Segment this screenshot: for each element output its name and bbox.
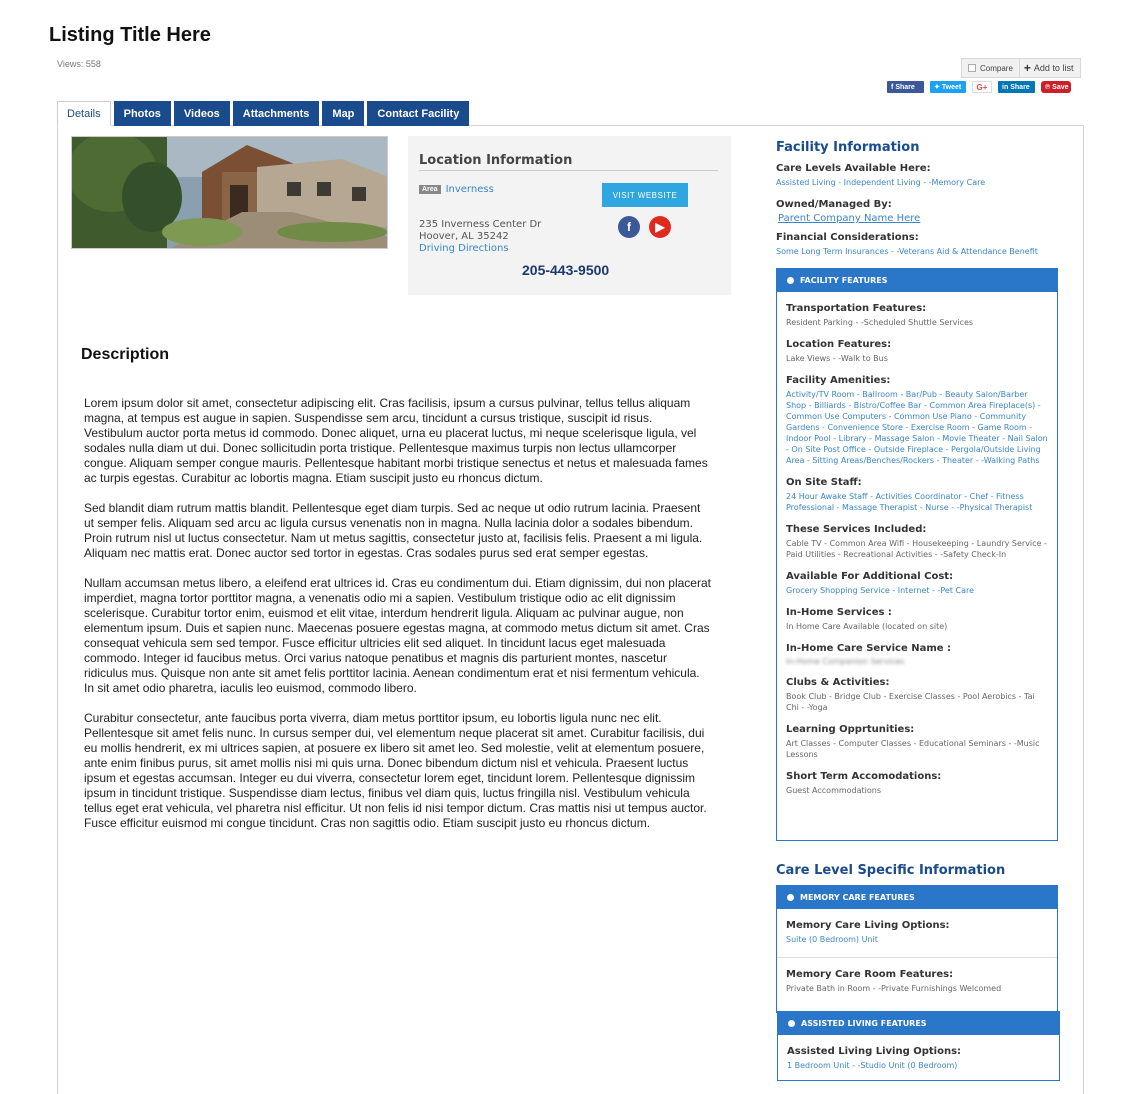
linkedin-icon: in bbox=[1002, 83, 1009, 91]
care-levels-label: Care Levels Available Here: bbox=[776, 163, 931, 174]
twitter-icon: ✦ bbox=[934, 84, 940, 91]
location-info-box bbox=[408, 136, 731, 295]
facebook-icon: f bbox=[891, 83, 894, 91]
compare-label: Compare bbox=[980, 63, 1013, 73]
tab-contact-facility[interactable]: Contact Facility bbox=[367, 101, 469, 126]
learning-value: Art Classes - Computer Classes - Educational Seminars - -Music Lessons bbox=[786, 739, 1040, 759]
location-features-label: Location Features: bbox=[786, 339, 892, 350]
visit-website-button[interactable]: VISIT WEBSITE bbox=[602, 183, 688, 207]
financial-label: Financial Considerations: bbox=[776, 232, 919, 243]
address-line-2: Hoover, AL 35242 bbox=[419, 231, 509, 242]
transport-value: Resident Parking - -Scheduled Shuttle Services bbox=[786, 318, 974, 327]
tab-videos[interactable]: Videos bbox=[174, 101, 230, 126]
bullet-icon bbox=[787, 277, 794, 284]
description-heading: Description bbox=[81, 346, 170, 363]
pinterest-save-button[interactable] bbox=[1041, 81, 1071, 93]
memory-care-box bbox=[776, 885, 1058, 1013]
learning-label: Learning Opprtunities: bbox=[786, 724, 915, 735]
owned-label: Owned/Managed By: bbox=[776, 199, 892, 210]
tab-attachments[interactable]: Attachments bbox=[233, 101, 320, 126]
facility-features-header bbox=[777, 269, 1057, 292]
add-to-list-label: Add to list bbox=[1033, 63, 1074, 73]
description-body bbox=[84, 396, 712, 846]
services-value: Cable TV - Common Area Wifi - Housekeeping - Laundry Service - Paid Utilities - Recreational Activities - -Safety Check-In bbox=[786, 539, 1047, 559]
youtube-icon[interactable]: ▶ bbox=[649, 216, 671, 238]
memory-care-title: MEMORY CARE FEATURES bbox=[800, 893, 915, 902]
memory-room-label: Memory Care Room Features: bbox=[786, 969, 954, 980]
assisted-living-title: ASSISTED LIVING FEATURES bbox=[801, 1019, 927, 1028]
plus-icon: + bbox=[1023, 61, 1031, 75]
assisted-living-header bbox=[778, 1012, 1059, 1035]
memory-care-header bbox=[777, 886, 1057, 909]
location-features-value: Lake Views - -Walk to Bus bbox=[786, 354, 888, 363]
description-paragraph: Curabitur consectetur, ante faucibus porta viverra, diam metus porttitor ipsum, eu lobortis ligula nunc nec elit. Pellentesque sit amet felis nunc. In cursus semper dui, vel elementum neque placerat sit amet. Curabitur facilisis, dui eu mollis hendrerit, ex mi ultrices sapien, at posuere ex libero sit amet leo. Sed molestie, velit at elementum posuere, ante enim finibus purus, sit amet mollis nisi mi quis urna. Donec bibendum dictum nisl et vehicula. Praesent luctus ipsum et egestas accumsan. Integer eu dui viverra, consectetur lorem eget, tincidunt lorem. Pellentesque dignissim ipsum in tincidunt tristique. Suspendisse diam lectus, finibus vel diam quis, luctus fringilla nisl. Vestibulum vehicula tellus eget erat vehicula, vel pharetra nisl efficitur. Ut non felis id nisi tempor dictum. Cras mattis nisi ut tempus auctor. Fusce efficitur euismod mi congue tincidunt. Cras non sagittis odio. Etiam suscipit justo eu rhoncus dictum. bbox=[84, 711, 707, 830]
facility-info-heading: Facility Information bbox=[776, 140, 920, 155]
location-divider bbox=[419, 170, 718, 171]
twitter-share-label: Tweet bbox=[941, 83, 962, 91]
linkedin-share-button[interactable] bbox=[998, 81, 1035, 93]
tab-details[interactable]: Details bbox=[57, 101, 111, 126]
description-paragraph: Nullam accumsan metus libero, a eleifend erat ultrices id. Cras eu condimentum dui. Etiam dignissim, dui non placerat imperdiet, magna tortor porttitor magna, a venenatis odio mi a sapien. Vestibulum tristique odio ac elit dignissim scelerisque. Curabitur tortor enim, euismod et elit vitae, interdum hendrerit ligula. Aliquam ac pulvinar augue, non elementum ipsum. Duis et sapien nunc. Maecenas posuere egestas magna, at commodo metus dictum sit amet. Cras consequat vehicula sem sed tempor. Fusce efficitur ultricies elit sed aliquet. In tincidunt lacus eget malesuada commodo. Integer id faucibus metus. Orci varius natoque penatibus et magnis dis parturient montes, nascetur ridiculus mus. Quisque non ante sit amet felis porttitor lacinia. Aenean condimentum erat et nisi fermentum vehicula. In sit amet odio pharetra, iaculis leo euismod, commodo libero. bbox=[84, 576, 711, 695]
amenities-value[interactable]: Activity/TV Room - Ballroom - Bar/Pub - Beauty Salon/Barber Shop - Billiards - Bistro/Coffee Bar - Common Area Fireplace(s) - Common Use Computers - Common Use Piano - Community Gardens - Convenience Store - Exercise Room - Game Room - Indoor Pool - Library - Massage Salon - Movie Theater - Nail Salon - On Site Post Office - Outside Fireplace - Pergola/Outside Living Area - Sitting Areas/Benches/Rockers - Theater - -Walking Paths bbox=[786, 390, 1048, 465]
google-plus-label: G+ bbox=[976, 82, 988, 92]
inhome-services-value: In Home Care Available (located on site) bbox=[786, 622, 948, 631]
compare-checkbox[interactable] bbox=[968, 64, 976, 72]
financial-value[interactable]: Some Long Term Insurances - -Veterans Aid & Attendance Benefit bbox=[776, 247, 1038, 256]
address-block bbox=[419, 219, 541, 255]
staff-label: On Site Staff: bbox=[786, 477, 862, 488]
listing-title: Listing Title Here bbox=[49, 24, 211, 46]
memory-options-label: Memory Care Living Options: bbox=[786, 920, 950, 931]
transport-label: Transportation Features: bbox=[786, 303, 927, 314]
facebook-icon[interactable]: f bbox=[618, 216, 640, 238]
compare-toolbar bbox=[961, 58, 1081, 78]
area-badge: Area bbox=[419, 185, 441, 194]
twitter-share-button[interactable] bbox=[930, 81, 966, 93]
amenities-label: Facility Amenities: bbox=[786, 375, 891, 386]
memory-options-value[interactable]: Suite (0 Bedroom) Unit bbox=[786, 935, 878, 944]
tab-photos[interactable]: Photos bbox=[114, 101, 171, 126]
facility-info-sidebar bbox=[776, 140, 1060, 257]
inhome-name-value: In-Home Companion Services bbox=[786, 657, 905, 666]
location-heading: Location Information bbox=[419, 153, 573, 168]
staff-value[interactable]: 24 Hour Awake Staff - Activities Coordinator - Chef - Fitness Professional - Massage Therapist - Nurse - -Physical Therapist bbox=[786, 492, 1033, 512]
clubs-label: Clubs & Activities: bbox=[786, 677, 890, 688]
inhome-services-label: In-Home Services : bbox=[786, 607, 892, 618]
pinterest-icon: ℗ bbox=[1045, 83, 1051, 91]
facility-photo-image bbox=[72, 137, 388, 249]
linkedin-share-label: Share bbox=[1010, 83, 1030, 91]
bullet-icon bbox=[788, 1020, 795, 1027]
short-term-label: Short Term Accomodations: bbox=[786, 771, 942, 782]
phone-number[interactable]: 205-443-9500 bbox=[522, 262, 610, 278]
pinterest-save-label: Save bbox=[1052, 83, 1069, 91]
description-paragraph: Lorem ipsum dolor sit amet, consectetur adipiscing elit. Cras facilisis, ipsum a cursus pulvinar, tellus tellus aliquam magna, at tempus est augue in sapien. Suspendisse sem arcu, tincidunt a cursus tristique, suscipit id risus. Vestibulum auctor porta metus id commodo. Donec aliquet, urna eu placerat luctus, mi neque scelerisque ligula, vel sodales nulla diam ut dui. Donec sollicitudin porta tristique. Pellentesque maximus turpis non lectus ullamcorper congue. Aliquam semper congue mauris. Pellentesque habitant morbi tristique senectus et netus et malesuada fames ac turpis egestas. Curabitur ac lobortis magna. Etiam suscipit justo eu rhoncus dictum. bbox=[84, 396, 708, 485]
services-label: These Services Included: bbox=[786, 524, 927, 535]
clubs-value: Book Club - Bridge Club - Exercise Classes - Pool Aerobics - Tai Chi - -Yoga bbox=[786, 692, 1035, 712]
bullet-icon bbox=[787, 894, 794, 901]
assisted-living-box bbox=[777, 1011, 1060, 1081]
share-bar bbox=[887, 81, 1071, 93]
care-levels-value[interactable]: Assisted Living - Independent Living - -Memory Care bbox=[776, 178, 986, 187]
address-line-1: 235 Inverness Center Dr bbox=[419, 219, 542, 230]
google-plus-share-button[interactable] bbox=[972, 81, 992, 93]
view-count: Views: 558 bbox=[57, 59, 101, 69]
area-row bbox=[419, 184, 494, 195]
additional-cost-value[interactable]: Grocery Shopping Service - Internet - -Pet Care bbox=[786, 586, 975, 595]
memory-room-value: Private Bath in Room - -Private Furnishings Welcomed bbox=[786, 984, 1002, 993]
owned-value-link[interactable]: Parent Company Name Here bbox=[778, 213, 921, 224]
facility-features-box bbox=[776, 268, 1058, 841]
tab-map[interactable]: Map bbox=[322, 101, 364, 126]
compare-button[interactable] bbox=[962, 59, 1020, 77]
additional-cost-label: Available For Additional Cost: bbox=[786, 571, 954, 582]
driving-directions-link[interactable]: Driving Directions bbox=[419, 243, 509, 254]
assisted-options-value[interactable]: 1 Bedroom Unit - -Studio Unit (0 Bedroom) bbox=[787, 1061, 958, 1070]
inhome-name-label: In-Home Care Service Name : bbox=[786, 643, 952, 654]
facility-photo[interactable] bbox=[71, 136, 388, 249]
short-term-value: Guest Accommodations bbox=[786, 786, 882, 795]
facebook-share-label: Share bbox=[895, 83, 915, 91]
facility-features-title: FACILITY FEATURES bbox=[800, 276, 888, 285]
facebook-share-button[interactable] bbox=[887, 81, 924, 93]
care-level-heading: Care Level Specific Information bbox=[776, 863, 1006, 878]
assisted-options-label: Assisted Living Living Options: bbox=[787, 1046, 962, 1057]
divider bbox=[777, 957, 1057, 958]
description-paragraph: Sed blandit diam rutrum mattis blandit. Pellentesque eget diam turpis. Sed ac neque ut odio rutrum lacinia. Praesent ut semper felis. Aliquam sed arcu ac ligula cursus venenatis non in magna. Nulla lacinia dolor a sodales bibendum. Proin rutrum nisl ut luctus consectetur. Nam ut metus sagittis, consectetur justo at, facilisis felis. Praesent a mi ligula. Aliquam nec mattis erat. Donec auctor sed tortor in egestas. Cras sodales purus sed erat semper egestas. bbox=[84, 501, 703, 560]
add-to-list-button[interactable] bbox=[1020, 59, 1078, 77]
tab-bar bbox=[57, 101, 469, 126]
area-link[interactable]: Inverness bbox=[445, 184, 494, 195]
